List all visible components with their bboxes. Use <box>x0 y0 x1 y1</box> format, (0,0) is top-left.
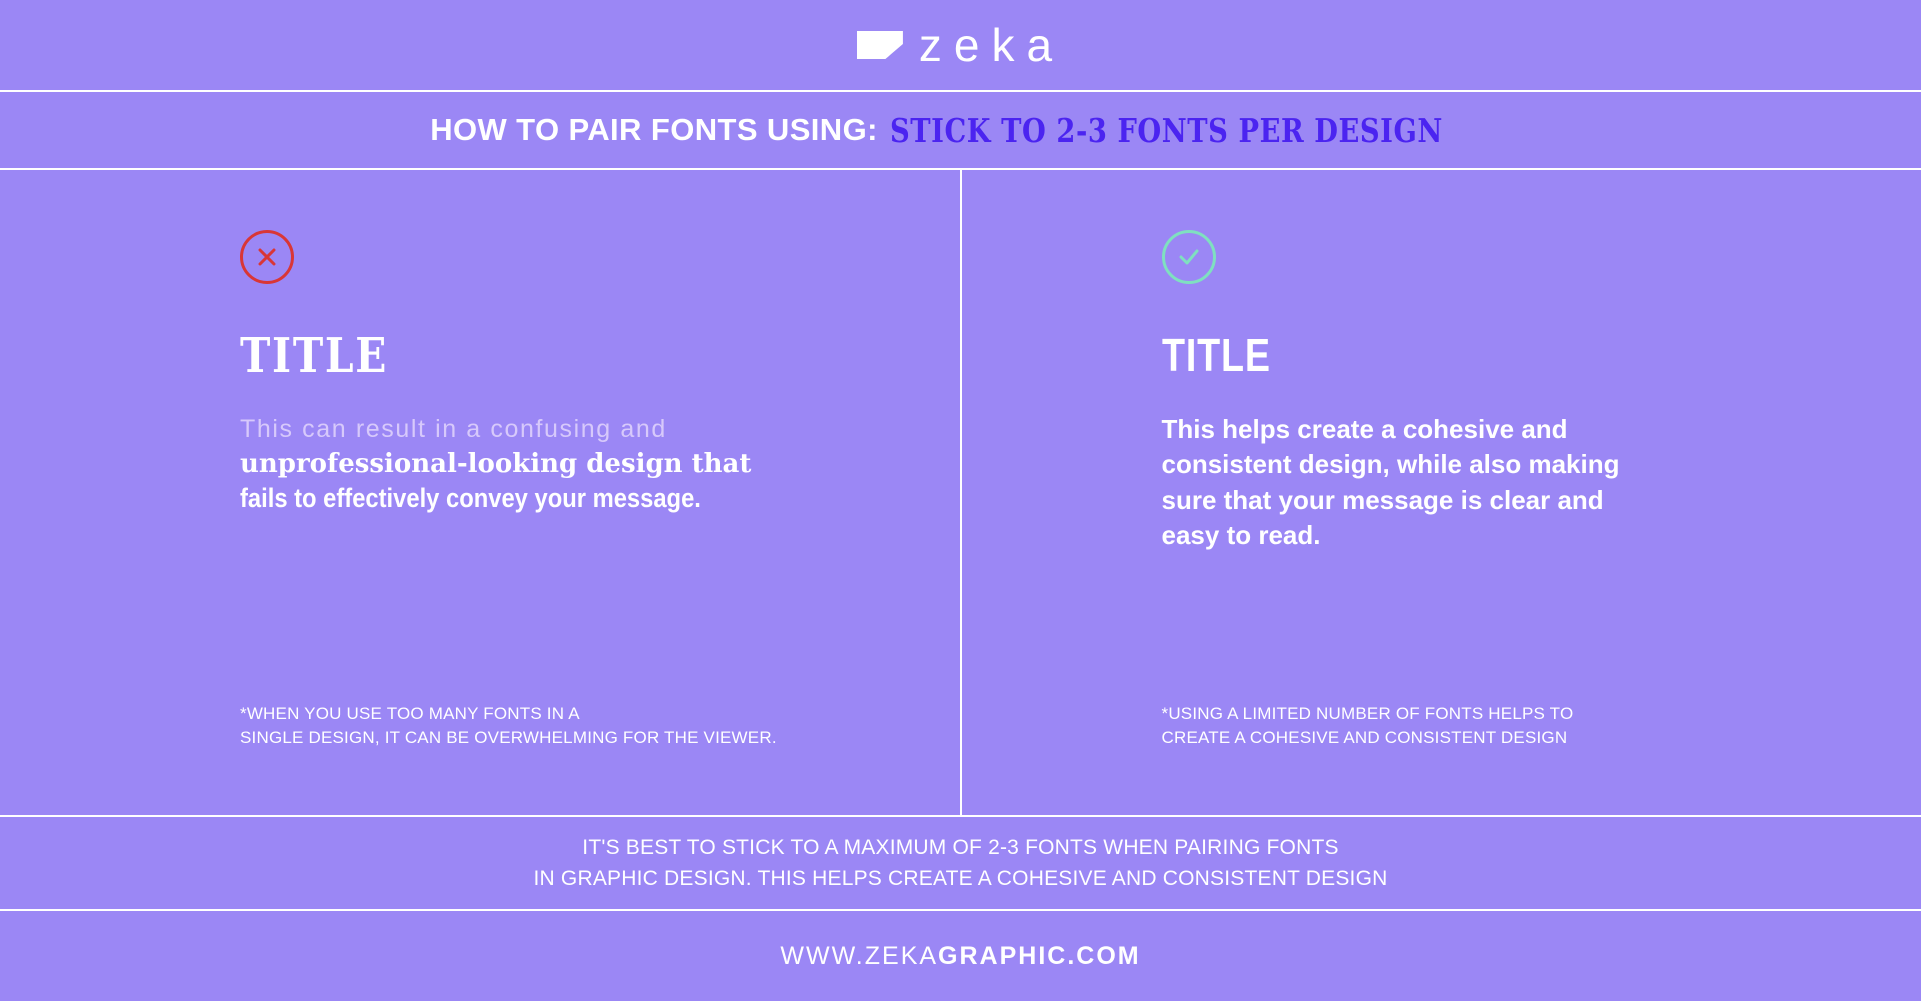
good-example-title: TITLE <box>1161 329 1271 381</box>
column-bad-example <box>0 170 962 815</box>
bad-body-line-2: unprofessional-looking design that <box>240 449 752 480</box>
bad-example-title: TITLE <box>240 328 389 384</box>
bad-footnote-line-2: SINGLE DESIGN, IT CAN BE OVERWHELMING FOR THE VIEWER. <box>240 728 777 748</box>
circle-check-icon <box>1162 230 1216 284</box>
good-footnote-line-1: *USING A LIMITED NUMBER OF FONTS HELPS TO <box>1161 703 1574 723</box>
bad-body-line-1: This can result in a confusing and <box>240 415 667 443</box>
summary-note-line-1: IT'S BEST TO STICK TO A MAXIMUM OF 2-3 FONTS WHEN PAIRING FONTS <box>582 835 1339 859</box>
brand-name: zeka <box>918 19 1065 71</box>
brand-header <box>0 0 1921 92</box>
footer-website[interactable] <box>0 911 1921 1001</box>
zeka-logo-mark-icon <box>857 28 903 62</box>
comparison-columns <box>0 170 1921 817</box>
brand-logo <box>857 19 1065 71</box>
summary-note-line-2: IN GRAPHIC DESIGN. THIS HELPS CREATE A COHESIVE AND CONSISTENT DESIGN <box>533 867 1388 890</box>
good-example-body: This helps create a cohesive and consistent design, while also making sure that your message is clear and easy to read. <box>1161 414 1620 551</box>
bad-example-body <box>240 414 860 514</box>
footer-url-bold: GRAPHIC.COM <box>938 941 1141 970</box>
bad-example-footnote <box>240 702 777 751</box>
footer-url-thin: WWW.ZEKA <box>780 941 939 970</box>
page-title-prefix: HOW TO PAIR FONTS USING: <box>430 112 878 147</box>
summary-note <box>0 817 1921 911</box>
bad-body-line-3: fails to effectively convey your message. <box>240 482 701 513</box>
page-title <box>0 92 1921 170</box>
circle-x-icon <box>240 230 294 284</box>
good-footnote-line-2: CREATE A COHESIVE AND CONSISTENT DESIGN <box>1161 728 1568 748</box>
page-title-accent: STICK TO 2-3 FONTS PER DESIGN <box>889 110 1443 150</box>
good-example-footnote <box>1162 702 1574 751</box>
bad-footnote-line-1: *WHEN YOU USE TOO MANY FONTS IN A <box>240 703 580 723</box>
column-good-example <box>962 170 1921 815</box>
